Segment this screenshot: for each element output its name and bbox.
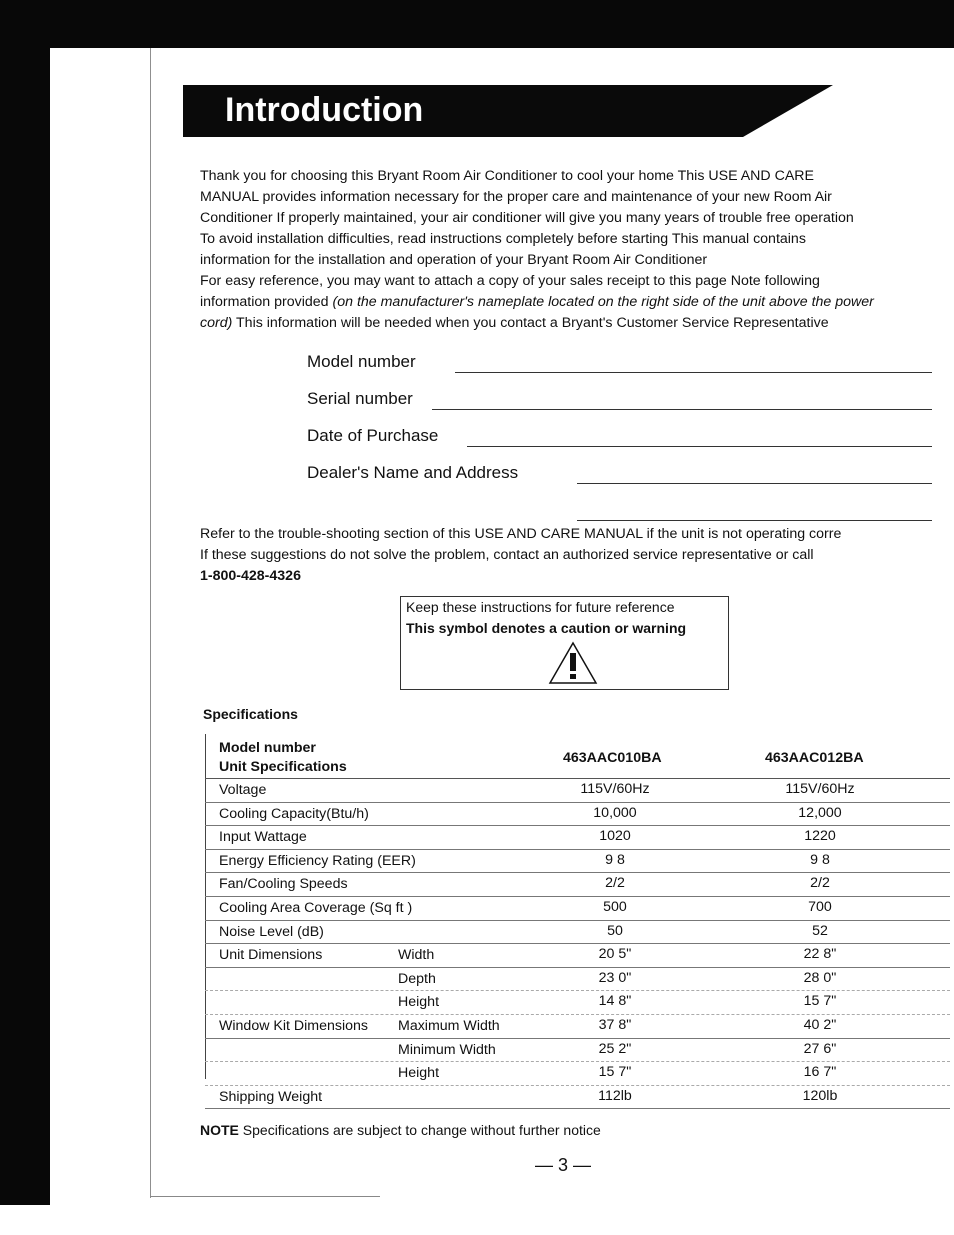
- page-binding-shadow: [0, 0, 50, 1205]
- troubleshooting-text: [200, 524, 940, 587]
- table-body: [205, 779, 950, 1109]
- row-sublabel: Maximum Width: [398, 1017, 500, 1034]
- note-label: NOTE: [200, 1122, 239, 1138]
- page-top-shadow: [0, 0, 954, 48]
- table-row: [205, 873, 950, 897]
- intro-line: Thank you for choosing this Bryant Room Air Conditioner to cool your home This USE AND CARE: [200, 168, 815, 184]
- value-model-1: 112lb: [598, 1087, 632, 1104]
- table-row: [205, 1062, 950, 1086]
- fill-in-line: [577, 483, 932, 484]
- value-model-2: 9 8: [810, 851, 830, 868]
- value-model-1: 14 8": [598, 993, 632, 1010]
- trouble-line: If these suggestions do not solve the problem, contact an authorized service representative or call: [200, 547, 814, 563]
- table-row: [205, 803, 950, 827]
- row-label: Window Kit Dimensions: [219, 1017, 369, 1034]
- section-banner: [183, 85, 833, 137]
- margin-line: [150, 48, 151, 1198]
- field-label: Dealer's Name and Address: [307, 463, 519, 482]
- header-model-number: Model number: [219, 740, 316, 756]
- row-label: Fan/Cooling Speeds: [219, 876, 348, 893]
- owner-record-fields: [307, 350, 932, 498]
- row-label: Cooling Area Coverage (Sq ft ): [219, 899, 413, 916]
- value-model-2: 12,000: [798, 804, 842, 821]
- intro-line: [200, 292, 950, 313]
- date-of-purchase-field: [307, 424, 932, 461]
- table-row: [205, 826, 950, 850]
- value-model-1: 115V/60Hz: [580, 781, 650, 797]
- row-label: Cooling Capacity(Btu/h): [219, 805, 369, 822]
- intro-text-run: information provided: [200, 294, 333, 310]
- value-model-2: 52: [812, 922, 828, 939]
- fill-in-line: [467, 446, 932, 447]
- intro-line: To avoid installation difficulties, read instructions completely before starting This manual contains: [200, 231, 806, 247]
- model-number-field: [307, 350, 932, 387]
- fill-in-line: [432, 409, 932, 410]
- row-label: Input Wattage: [219, 829, 307, 846]
- intro-text: [200, 166, 950, 334]
- value-model-1: 23 0": [598, 969, 632, 986]
- row-label: Shipping Weight: [219, 1088, 323, 1105]
- value-model-1: 25 2": [598, 1040, 632, 1057]
- row-label: Energy Efficiency Rating (EER): [219, 852, 416, 869]
- nameplate-note: (on the manufacturer's nameplate located on the right side of the unit above the power: [332, 294, 874, 310]
- fill-in-line-2: [577, 520, 932, 521]
- bottom-rule: [150, 1196, 380, 1197]
- table-row: [205, 897, 950, 921]
- value-model-1: 37 8": [598, 1016, 632, 1033]
- table-header: [205, 734, 950, 779]
- dealer-field: [307, 461, 932, 498]
- intro-text-run: This information will be needed when you contact a Bryant's Customer Service Representative: [232, 315, 829, 331]
- table-row: [205, 779, 950, 803]
- table-row: [205, 1015, 950, 1039]
- model-column-1: 463AAC010BA: [563, 750, 662, 766]
- trouble-line: Refer to the trouble-shooting section of this USE AND CARE MANUAL if the unit is not operating corre: [200, 526, 842, 542]
- value-model-1: 2/2: [605, 875, 625, 892]
- fill-in-line: [455, 372, 932, 373]
- value-model-1: 10,000: [593, 804, 637, 821]
- service-phone-number: 1-800-428-4326: [200, 568, 301, 584]
- table-row: [205, 944, 950, 968]
- value-model-2: 16 7": [803, 1064, 837, 1081]
- intro-line: Conditioner If properly maintained, your air conditioner will give you many years of trouble free operation: [200, 210, 854, 226]
- note-text: Specifications are subject to change without further notice: [238, 1122, 601, 1138]
- row-sublabel: Depth: [398, 970, 436, 987]
- value-model-2: 15 7": [803, 993, 837, 1010]
- model-column-2: 463AAC012BA: [765, 750, 864, 766]
- value-model-1: 9 8: [605, 851, 625, 868]
- section-title: Introduction: [225, 91, 424, 129]
- intro-line: [200, 313, 950, 334]
- value-model-2: 22 8": [803, 946, 837, 963]
- row-label: Noise Level (dB): [219, 923, 324, 940]
- footnote: [200, 1122, 601, 1138]
- row-label: Voltage: [219, 782, 267, 798]
- field-label: Serial number: [307, 389, 413, 408]
- table-row: [205, 850, 950, 874]
- value-model-1: 1020: [599, 828, 631, 845]
- row-sublabel: Minimum Width: [398, 1041, 496, 1058]
- value-model-2: 700: [808, 898, 832, 915]
- page-number: — 3 —: [535, 1155, 592, 1175]
- table-row: [205, 1086, 950, 1110]
- table-row: [205, 1039, 950, 1063]
- serial-number-field: [307, 387, 932, 424]
- value-model-2: 28 0": [803, 969, 837, 986]
- specifications-table: [205, 734, 950, 1109]
- intro-line: information for the installation and operation of your Bryant Room Air Conditioner: [200, 252, 708, 268]
- value-model-1: 15 7": [598, 1064, 632, 1081]
- field-label: Date of Purchase: [307, 426, 439, 445]
- row-label: Unit Dimensions: [219, 947, 323, 964]
- nameplate-note-end: cord): [200, 315, 233, 331]
- warning-triangle-icon: [548, 641, 598, 685]
- table-row: [205, 921, 950, 945]
- header-unit-specifications: Unit Specifications: [219, 759, 347, 775]
- value-model-2: 2/2: [810, 875, 830, 892]
- note-line: Keep these instructions for future reference: [406, 599, 675, 615]
- row-sublabel: Height: [398, 994, 440, 1011]
- value-model-1: 500: [603, 898, 627, 915]
- value-model-2: 120lb: [802, 1087, 838, 1104]
- field-label: Model number: [307, 352, 416, 371]
- row-sublabel: Height: [398, 1065, 440, 1082]
- intro-line: For easy reference, you may want to attach a copy of your sales receipt to this page Note following: [200, 273, 820, 289]
- value-model-1: 20 5": [598, 946, 632, 963]
- value-model-1: 50: [607, 922, 623, 939]
- value-model-2: 1220: [804, 828, 836, 845]
- value-model-2: 115V/60Hz: [785, 781, 855, 797]
- specifications-heading: Specifications: [203, 706, 298, 722]
- value-model-2: 40 2": [803, 1016, 837, 1033]
- caution-note-box: [400, 596, 729, 690]
- intro-line: MANUAL provides information necessary for the proper care and maintenance of your new Room Air: [200, 189, 832, 205]
- table-row: [205, 991, 950, 1015]
- table-row: [205, 968, 950, 992]
- value-model-2: 27 6": [803, 1040, 837, 1057]
- note-line-bold: This symbol denotes a caution or warning: [406, 620, 687, 636]
- row-sublabel: Width: [398, 947, 435, 964]
